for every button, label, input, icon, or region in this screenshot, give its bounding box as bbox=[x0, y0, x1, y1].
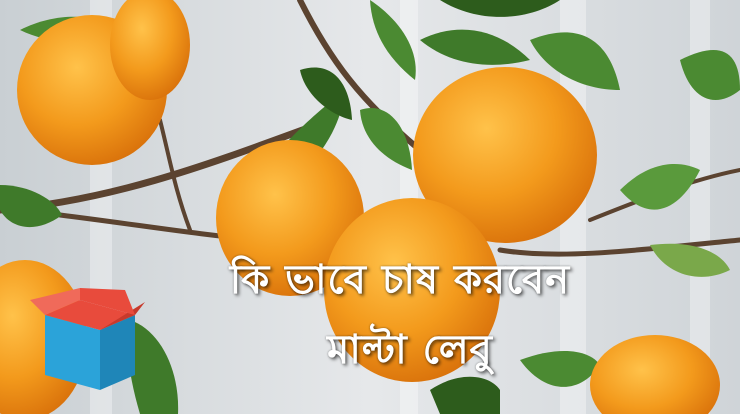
caption-line-1: কি ভাবে চাষ করবেন bbox=[229, 256, 571, 303]
caption-line-2: মাল্টা লেবু bbox=[327, 326, 493, 373]
